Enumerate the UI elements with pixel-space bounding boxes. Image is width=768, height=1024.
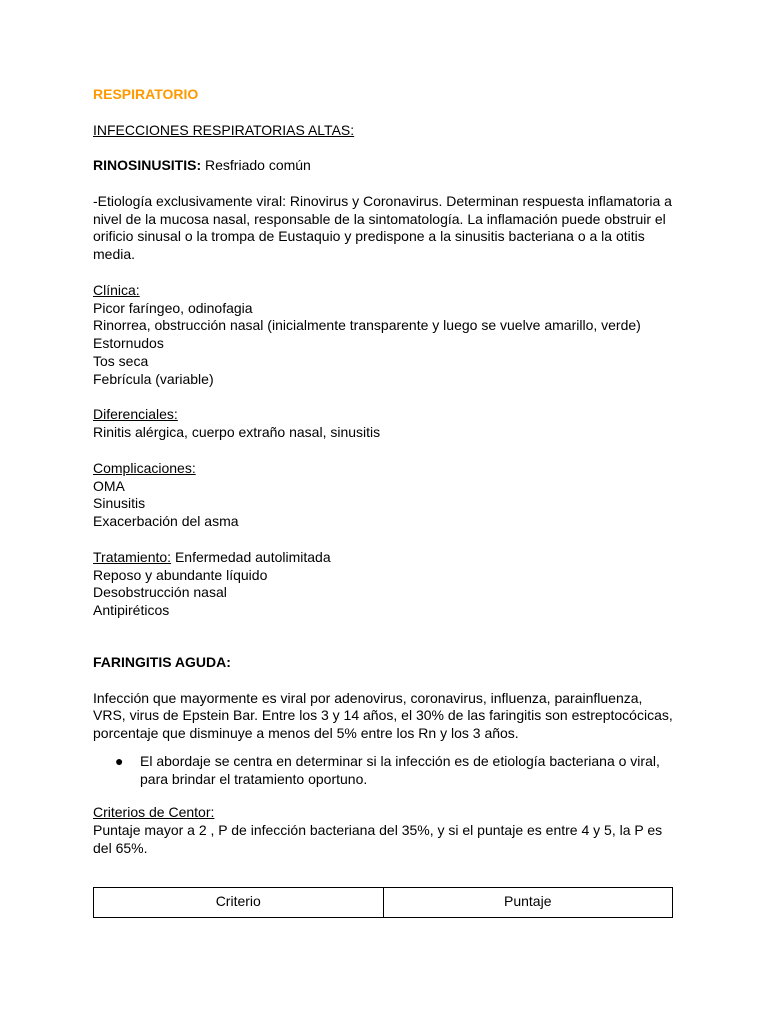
- bullet-list-item: [93, 753, 675, 789]
- table-header-cell: Puntaje: [383, 887, 673, 917]
- tratamiento-item: Antipiréticos: [93, 602, 170, 619]
- table-header-cell: Criterio: [94, 887, 384, 917]
- table-header-row: [94, 887, 673, 917]
- document-title: RESPIRATORIO: [93, 86, 199, 102]
- rinosinusitis-etiology: -Etiología exclusivamente viral: Rinovirus y Coronavirus. Determinan respuesta inflamatoria a nivel de la mucosa nasal, responsable de la sintomatología. La inflamación puede obstruir el orificio sinusal o la trompa de Eustaquio y predispone a la sinusitis bacteriana o a la otitis media.: [93, 192, 672, 263]
- clinica-item: Febrícula (variable): [93, 370, 214, 387]
- rinosinusitis-heading: [93, 157, 675, 175]
- rinosinusitis-label: RINOSINUSITIS:: [93, 157, 202, 174]
- tratamiento-heading: [93, 549, 675, 567]
- document-page: [93, 86, 675, 918]
- tratamiento-text: Enfermedad autolimitada: [171, 548, 331, 565]
- rinosinusitis-subtitle: Resfriado común: [201, 157, 311, 174]
- diferenciales-text: Rinitis alérgica, cuerpo extraño nasal, sinusitis: [93, 424, 381, 441]
- clinica-item: Tos seca: [93, 352, 149, 369]
- diferenciales-label: Diferenciales:: [93, 406, 178, 423]
- bullet-text: El abordaje se centra en determinar si la infección es de etiología bacteriana o viral, para brindar el tratamiento oportuno.: [140, 752, 660, 787]
- faringitis-intro: Infección que mayormente es viral por adenovirus, coronavirus, influenza, parainfluenza, VRS, virus de Epstein Bar. Entre los 3 y 14 años, el 30% de las faringitis son estreptocócicas, porcentaje que disminuye a menos del 5% entre los Rn y los 3 años.: [93, 689, 673, 742]
- complicaciones-item: Sinusitis: [93, 495, 146, 512]
- clinica-item: Picor faríngeo, odinofagia: [93, 299, 253, 316]
- complicaciones-label: Complicaciones:: [93, 459, 196, 476]
- bullet-icon: ●: [115, 752, 124, 769]
- faringitis-heading: FARINGITIS AGUDA:: [93, 653, 231, 670]
- complicaciones-item: OMA: [93, 477, 125, 494]
- clinica-label: Clínica:: [93, 281, 140, 298]
- centor-table: [93, 887, 673, 918]
- section-title: INFECCIONES RESPIRATORIAS ALTAS:: [93, 121, 355, 138]
- complicaciones-item: Exacerbación del asma: [93, 513, 239, 530]
- clinica-item: Estornudos: [93, 335, 164, 352]
- centor-label: Criterios de Centor:: [93, 804, 215, 821]
- centor-text: Puntaje mayor a 2 , P de infección bacteriana del 35%, y si el puntaje es entre 4 y 5, la P es del 65%.: [93, 822, 663, 857]
- tratamiento-item: Desobstrucción nasal: [93, 584, 227, 601]
- tratamiento-item: Reposo y abundante líquido: [93, 566, 268, 583]
- clinica-item: Rinorrea, obstrucción nasal (inicialmente transparente y luego se vuelve amarillo, verde): [93, 317, 641, 334]
- tratamiento-label: Tratamiento:: [93, 548, 172, 565]
